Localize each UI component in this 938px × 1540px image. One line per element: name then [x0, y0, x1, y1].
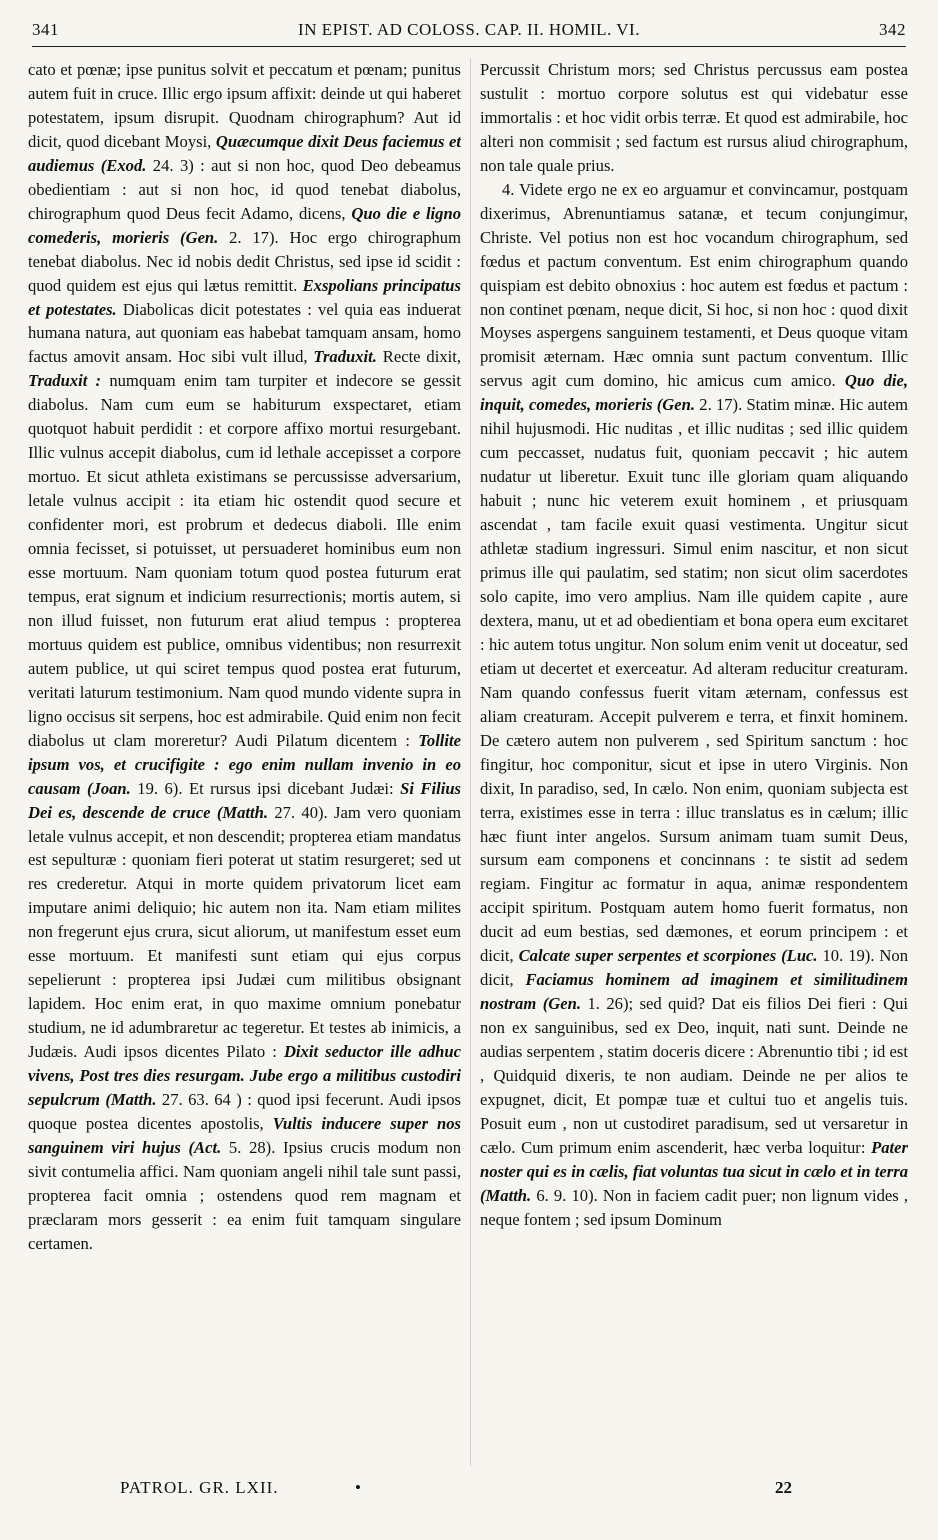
column-divider [470, 58, 471, 1466]
footer-mark: • [355, 1478, 361, 1497]
text-run: 19. 6). Et rursus ipsi dicebant Judæi: [130, 778, 401, 798]
text-run: numquam enim tam turpiter et indecore se gessit diabolus. Nam cum eum se habiturum exspectaret, etiam quotquot habuit perdidit : et corpore affixo mortui resurgebant. Illic vulnus accepit diabolus, cum id lethale accepisset a corpore mortuo. Et sicut athleta existimans se percussisse adversarium, letale vulnus accipit : ita etiam hic ostendit quod secure et confidenter mori, est probrum et dedecus diaboli. Ille enim omnia fecisset, si potuisset, ut persuaderet hominibus eum non esse mortuum. Nam quoniam totum quod postea futurum erat tempus, erat signum et indicium resurrectionis; mortis autem, si non illud fuisset, non futurum erat aliud tempus : propterea mortuus quidem est publice, omnibus videntibus; non resurrexit autem publice, ut qui sciret tempus quod postea erat futurum, veritati laturum testimonium. Nam quod mundo vidente supra in ligno occisus sit serpens, hoc est admirabile. Quid enim non fecit diabolus ut clam moreretur? Audi Pilatum dicentem : [28, 371, 461, 750]
italic-citation: Quo die e ligno comederis, morieris (Gen. [28, 203, 461, 247]
text-run: Percussit Christum mors; sed Christus percussus eam postea sustulit : mortuo corpore solutus est qui videbatur esse immortalis : et hoc vidit orbis terræ. Et quod est admirabile, hoc alteri non commisit ; sed factum est rursus aliud chirographum, non tale quale prius. [480, 60, 908, 175]
paragraph [480, 58, 908, 178]
italic-citation: Traduxit. [313, 347, 377, 367]
italic-citation: Traduxit : [28, 371, 102, 391]
text-run: Recte dixit, [376, 347, 461, 367]
page-number-right: 342 [879, 20, 906, 39]
italic-citation: Faciamus hominem ad imaginem et similitudinem nostram (Gen. [480, 970, 908, 1014]
text-run: 4. Videte ergo ne ex eo arguamur et convincamur, postquam dixerimus, Abrenuntiamus satanæ, et tecum conjungimur, Christe. Vel potius non est hoc vocandum chirographum, sed fœdus et pactum conventum. Est enim chirographum quando quispiam est debito obnoxius : hoc autem est fœdus et pactum : non continet pœnam, neque dicit, Si hoc, si non hoc : quod dixit Moyses aspergens sanguinem testamenti, et Deus quoque vitam promisit æternam. Hæc omnia sunt pactum conventum. Illic servus agit cum domino, hic amicus cum amico. [480, 179, 908, 391]
text-run: 1. 26); sed quid? Dat eis filios Dei fieri : Qui non ex sanguinibus, sed ex Deo, inquit, nati sunt. Deinde ne audias serpentem , statim doceris dicere : Abrenuntio tibi ; id est , Quidquid dixeris, te non audiam. Deinde ne per alios te expugnet, dicit, Et pompæ tuæ et cultui tuo et angelis tuis. Posuit eum , non ut custodiret paradisum, sed ut versaretur in cælo. Cum primum enim ascenderit, hæc verba loquitur: [480, 994, 908, 1157]
page-number-left: 341 [32, 20, 59, 39]
sheet-number: 22 [775, 1478, 792, 1497]
italic-citation: Quæcumque dixit Deus faciemus et audiemus (Exod. [28, 131, 461, 175]
italic-citation: Vultis inducere super nos sanguinem viri hujus (Act. [28, 1113, 461, 1157]
text-run: 27. 40). Jam vero quoniam letale vulnus accepit, et non descendit; propterea etiam mandatus est sepulturæ : quoniam fieri poterat ut statim resurgeret; sed ut res crederetur. Atqui in morte quidem privatorum licet eam imputare animi deliquio; hic autem non ita. Nam etiam milites non fregerunt ejus crura, sicut aliorum, ut manifestum esset eum esse mortuum. Et manifesti sunt etiam qui ejus corpus sepelierunt : propterea ipsi Judæi cum militibus obsignant lapidem. Hoc enim erat, in quo maxime omnium ponebatur studium, ne id adumbraretur ac tegeretur. Et testes ab inimicis, a Judæis. Audi ipsos dicentes Pilato : [28, 802, 461, 1062]
text-column-left [28, 58, 461, 1466]
printer-signature: PATROL. GR. LXII. [120, 1478, 279, 1497]
running-title: IN EPIST. AD COLOSS. CAP. II. HOMIL. VI. [298, 20, 640, 39]
paragraph [480, 178, 908, 1232]
paragraph [28, 58, 461, 1256]
italic-citation: Quo die, inquit, comedes, morieris (Gen. [480, 371, 908, 415]
italic-citation: Dixit seductor ille adhuc vivens, Post tres dies resurgam. Jube ergo a militibus custodiri sepulcrum (Matth. [28, 1042, 461, 1109]
text-run: 2. 17). Statim minæ. Hic autem nihil hujusmodi. Hic nuditas , et illic nuditas ; sed illic quidem cum peccasset, nudatus fuit, quoniam peccavit ; hic autem nudatur ut liberetur. Exuit tunc ille gloriam quam aliquando habuit ; nunc hic veterem exuit hominem , et priusquam ascendat , tam facile exuit quasi vestimenta. Ungitur sicut athletæ stadium ingressuri. Simul enim nascitur, et non sicut primus ille qui paulatim, sed statim; non sicut olim sacerdotes solo capite, imo vero amplius. Nam ille quidem capite , aure dextera, manu, ut et ad obedientiam et bona opera eum excitaret : hic autem totus ungitur. Non solum enim venit ut doceatur, sed etiam ut decertet et exerceatur. Ad alteram reducitur creaturam. Nam quando confessus fuerit vitam æternam, confessus est aliam creaturam. Accepit pulverem e terra, et finxit hominem. De cætero autem non pulverem , sed Spiritum sanctum : hoc fingitur, hoc componitur, sicut et ipse in utero Virginis. Non dixit, In paradiso, sed, In cælo. Non enim, quoniam subjecta est terra, existimes esse in terra : illuc translatus es in cælum; illic hæc fiunt inter angelos. Sursum animam tuam sumit Deus, sursum eam componens et concinnans : te sistit ad sedem regiam. Fingitur ac formatur in aqua, animæ respondentem accipit spiritum. Postquam autem homo fuerit formatus, non ducit ad eum bestias, sed dæmones, et eorum principem : et dicit, [480, 395, 908, 966]
text-run: 27. 63. 64 ) : quod ipsi fecerunt. Audi ipsos quoque postea dicentes apostolis, [28, 1089, 461, 1133]
italic-citation: Exspolians principatus et potestates. [28, 275, 461, 319]
text-run: 2. 17). Hoc ergo chirographum tenebat diabolus. Nec id nobis dedit Christus, sed ipse id scidit : quod quidem est ejus qui lætus remittit. [28, 227, 461, 295]
italic-citation: Pater noster qui es in cælis, fiat voluntas tua sicut in cælo et in terra (Matth. [480, 1137, 908, 1205]
text-run: 24. 3) : aut si non hoc, quod Deo debeamus obedientiam : aut si non hoc, id quod tenebat diabolus, chirographum quod Deus fecit Adamo, dicens, [28, 155, 461, 223]
text-run: 10. 19). Non dicit, [480, 946, 908, 990]
text-column-right [480, 58, 908, 1466]
italic-citation: Calcate super serpentes et scorpiones (Luc. [518, 946, 818, 966]
text-run: 6. 9. 10). Non in faciem cadit puer; non lignum vides , neque fontem ; sed ipsum Dominum [480, 1185, 908, 1229]
text-run: 5. 28). Ipsius crucis modum non sivit contumelia affici. Nam quoniam angeli nihil tale sunt passi, propterea facit omnia ; ostendens quod rem magnam et præclaram mors gesserit : ea enim fuit tamquam singulare certamen. [28, 1137, 461, 1253]
text-run: Diabolicas dicit potestates : vel quia eas induerat humana natura, aut quoniam eas habebat tamquam ansam, homo factus amovit ansam. Hoc sibi vult illud, [28, 299, 461, 367]
italic-citation: Tollite ipsum vos, et crucifigite : ego enim nullam invenio in eo causam (Joan. [28, 730, 461, 798]
italic-citation: Si Filius Dei es, descende de cruce (Matth. [28, 778, 461, 822]
running-head [32, 20, 906, 47]
text-run: cato et pœnæ; ipse punitus solvit et peccatum et pœnam; punitus autem fuit in cruce. Illic ergo ipsum affixit: deinde ut qui haberet potestatem, ipsum disrupit. Quodnam chirographum? Aut id dicit, quod dicebant Moysi, [28, 60, 461, 151]
